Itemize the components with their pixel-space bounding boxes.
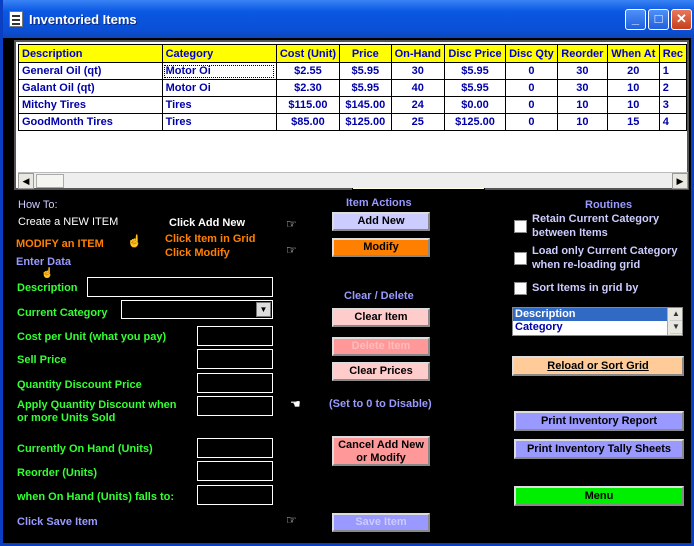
app-icon[interactable] [9,11,23,27]
reorder-label: Reorder (Units) [17,467,98,479]
cell[interactable]: 25 [391,114,444,131]
pointer-hand-icon: ☝ [127,234,142,248]
pointing-hand-icon: ☚ [290,397,301,411]
sort-items-label: Sort Items in grid by [532,282,639,294]
minimize-button[interactable]: _ [625,9,646,30]
col-reorder[interactable]: Reorder [557,45,607,63]
howto-click-item: Click Item in Grid [165,233,256,245]
print-report-button[interactable]: Print Inventory Report [514,411,684,431]
category-select[interactable] [121,300,273,319]
table-row[interactable] [19,63,687,80]
inventory-grid[interactable] [14,40,689,190]
category-label: Current Category [17,307,108,319]
disable-note: (Set to 0 to Disable) [329,398,432,410]
load-current-label-2: when re-loading grid [532,259,641,271]
cell[interactable]: 2 [659,80,686,97]
sell-price-label: Sell Price [17,354,67,366]
cell[interactable]: $5.95 [445,80,506,97]
cost-input[interactable] [197,326,273,346]
cell[interactable]: Motor Oi [162,63,276,80]
cancel-button-label: Cancel Add New [338,439,424,451]
qty-disc-price-input[interactable] [197,373,273,393]
cell[interactable]: $125.00 [340,114,392,131]
close-button[interactable]: ✕ [671,9,692,30]
howto-click-modify: Click Modify [165,247,230,259]
grid-header-row [19,45,687,63]
cell[interactable]: GoodMonth Tires [19,114,163,131]
col-price[interactable]: Price [340,45,392,63]
chevron-down-icon[interactable]: ▼ [670,321,682,334]
pointer-hand-icon: ☝ [41,268,54,279]
scroll-left-icon[interactable]: ◀ [18,173,34,189]
clear-delete-title: Clear / Delete [344,290,414,302]
cell[interactable]: $115.00 [276,97,339,114]
cell[interactable]: 10 [557,97,607,114]
cost-label: Cost per Unit (what you pay) [17,331,167,343]
cell[interactable]: 0 [505,114,557,131]
col-disc-price[interactable]: Disc Price [445,45,506,63]
horizontal-scrollbar[interactable] [18,172,688,188]
cell[interactable]: $5.95 [445,63,506,80]
reorder-input[interactable] [197,461,273,481]
list-item[interactable]: Category [515,321,563,333]
apply-qty-label: Apply Quantity Discount when [17,399,177,411]
delete-item-button[interactable]: Delete Item [332,337,430,356]
on-hand-label: Currently On Hand (Units) [17,443,153,455]
routines-title: Routines [585,199,633,211]
retain-category-label-2: between Items [532,227,608,239]
sort-items-checkbox[interactable] [514,282,527,295]
scroll-thumb[interactable] [36,174,64,188]
col-disc-qty[interactable]: Disc Qty [505,45,557,63]
cell[interactable]: 0 [505,63,557,80]
cell[interactable]: 30 [557,80,607,97]
cancel-button-label-2: or Modify [356,452,406,464]
window-title: Inventoried Items [29,12,137,27]
cell[interactable]: 30 [391,63,444,80]
clear-prices-button[interactable]: Clear Prices [332,362,430,381]
cell[interactable]: 30 [557,63,607,80]
description-label: Description [17,282,78,294]
howto-create: Create a NEW ITEM [18,216,119,228]
howto-click-add: Click Add New [169,217,245,229]
table-row[interactable] [19,97,687,114]
print-tally-button[interactable]: Print Inventory Tally Sheets [514,439,684,459]
apply-qty-input[interactable] [197,396,273,416]
cell[interactable]: Mitchy Tires [19,97,163,114]
pointing-hand-icon: ☞ [286,243,297,257]
cell[interactable]: 20 [607,63,659,80]
qty-disc-price-label: Quantity Discount Price [17,379,142,391]
list-scrollbar[interactable] [667,308,682,335]
chevron-down-icon[interactable]: ▼ [256,302,271,317]
cell[interactable]: 10 [607,80,659,97]
cell[interactable]: $2.55 [276,63,339,80]
when-falls-label: when On Hand (Units) falls to: [17,491,175,503]
cell[interactable]: 1 [659,63,686,80]
chevron-up-icon[interactable]: ▲ [670,308,682,321]
pointing-hand-icon: ☞ [286,513,297,527]
howto-enter: Enter Data [16,256,72,268]
inventory-table[interactable] [18,44,687,131]
item-actions-title: Item Actions [346,197,412,209]
sort-by-list[interactable] [512,307,683,336]
col-category[interactable]: Category [162,45,276,63]
reload-sort-button[interactable]: Reload or Sort Grid [512,356,684,376]
menu-button[interactable]: Menu [514,486,684,506]
col-when-at[interactable]: When At [607,45,659,63]
cell[interactable]: $5.95 [340,63,392,80]
cell[interactable]: 24 [391,97,444,114]
col-rec[interactable]: Rec [659,45,686,63]
col-description[interactable]: Description [19,45,163,63]
col-cost[interactable]: Cost (Unit) [276,45,339,63]
cell[interactable]: Galant Oil (qt) [19,80,163,97]
cell[interactable]: Motor Oi [162,80,276,97]
cell[interactable]: 10 [557,114,607,131]
cell[interactable]: $0.00 [445,97,506,114]
sell-price-input[interactable] [197,349,273,369]
cell[interactable]: $2.30 [276,80,339,97]
cell[interactable]: 4 [659,114,686,131]
cell[interactable]: 15 [607,114,659,131]
description-input[interactable] [87,277,273,297]
table-row[interactable] [19,114,687,131]
howto-title: How To: [18,199,58,211]
cell[interactable]: General Oil (qt) [19,63,163,80]
cancel-button[interactable] [332,436,430,466]
modify-button[interactable]: Modify [332,238,430,257]
cell[interactable]: $5.95 [340,80,392,97]
add-new-button[interactable]: Add New [332,212,430,231]
howto-modify: MODIFY an ITEM [16,238,104,250]
on-hand-input[interactable] [197,438,273,458]
title-bar[interactable] [3,0,694,38]
cell[interactable]: Tires [162,97,276,114]
cell[interactable]: 3 [659,97,686,114]
scroll-right-icon[interactable]: ▶ [672,173,688,189]
pointing-hand-icon: ☞ [286,217,297,231]
col-onhand[interactable]: On-Hand [391,45,444,63]
cell[interactable]: $145.00 [340,97,392,114]
when-falls-input[interactable] [197,485,273,505]
howto-click-save: Click Save Item [17,516,98,528]
apply-qty-label-2: or more Units Sold [17,412,116,424]
clear-item-button[interactable]: Clear Item [332,308,430,327]
load-current-label: Load only Current Category [532,245,678,257]
retain-category-checkbox[interactable] [514,220,527,233]
cell[interactable]: $125.00 [445,114,506,131]
cell[interactable]: $85.00 [276,114,339,131]
cell[interactable]: 10 [607,97,659,114]
cell[interactable]: 0 [505,97,557,114]
cell[interactable]: 0 [505,80,557,97]
load-current-checkbox[interactable] [514,252,527,265]
retain-category-label: Retain Current Category [532,213,660,225]
cell[interactable]: Tires [162,114,276,131]
maximize-button[interactable]: □ [648,9,669,30]
list-item[interactable]: Description [513,308,682,321]
cell[interactable]: 40 [391,80,444,97]
save-item-button[interactable]: Save Item [332,513,430,532]
table-row[interactable] [19,80,687,97]
